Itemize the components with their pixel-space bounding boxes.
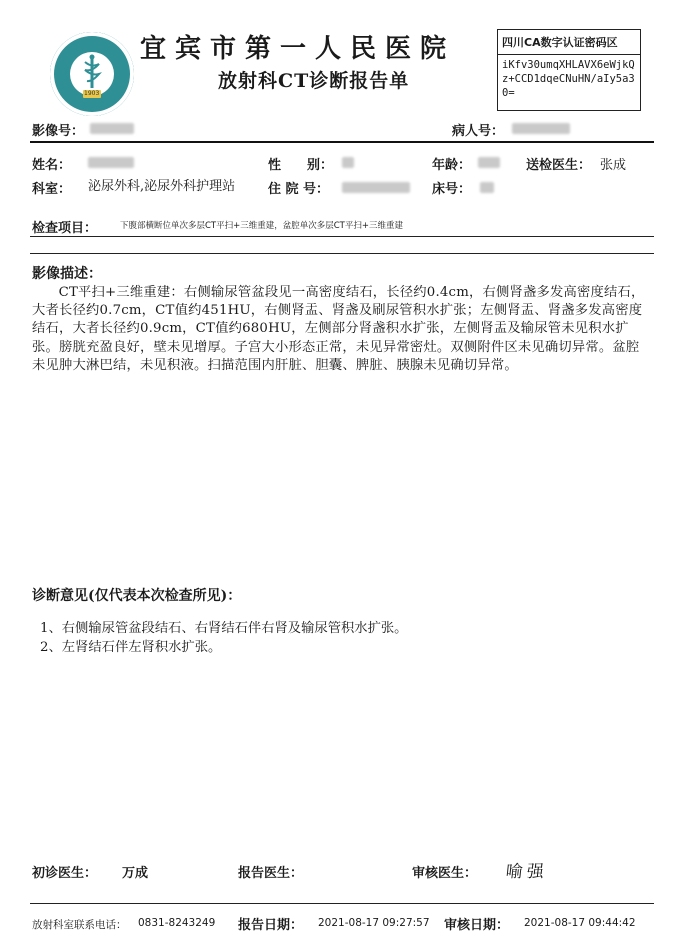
review-doctor-label: 审核医生：: [412, 866, 478, 881]
logo-year: 1903: [84, 90, 100, 97]
patient-no-label: 病人号：: [452, 124, 505, 139]
bed-no-label: 床号：: [432, 182, 472, 197]
referring-doctor-value: 张成: [600, 158, 627, 173]
ward-no-redacted: [342, 182, 410, 193]
hospital-name: 宜宾市第一人民医院: [140, 34, 456, 64]
initial-doctor-value: 万成: [122, 866, 149, 881]
phone-value: 0831-8243249: [138, 917, 216, 929]
department-value: 泌尿外科,泌尿外科护理站: [88, 179, 236, 194]
caduceus-icon: [77, 54, 107, 90]
ca-box-divider: [498, 54, 640, 55]
phone-label: 放射科室联系电话：: [32, 919, 127, 931]
findings-heading: 影像描述：: [32, 266, 102, 282]
sex-redacted: [342, 157, 354, 168]
report-doctor-label: 报告医生：: [238, 866, 304, 881]
image-no-redacted: [90, 123, 134, 134]
conclusion-item: 1、右侧输尿管盆段结石、右肾结石伴右肾及输尿管积水扩张。: [40, 621, 408, 636]
ca-signature-code: iKfv30umqXHLAVX6eWjkQz+CCD1dqeCNuHN/aIy5a30=: [502, 59, 635, 99]
exam-item-value: 下腹部横断位单次多层CT平扫+三维重建，盆腔单次多层CT平扫+三维重建: [120, 221, 404, 231]
divider-findings: [30, 253, 654, 254]
divider-top: [30, 141, 654, 143]
sex-label: 性 别：: [268, 158, 334, 173]
divider-footer: [30, 903, 654, 904]
report-date-label: 报告日期：: [238, 918, 304, 933]
initial-doctor-label: 初诊医生：: [32, 866, 98, 881]
referring-doctor-label: 送检医生：: [526, 158, 592, 173]
report-date-value: 2021-08-17 09:27:57: [318, 917, 430, 929]
review-doctor-signature: 喻强: [504, 862, 549, 882]
divider-exam: [30, 236, 654, 237]
review-date-label: 审核日期：: [444, 918, 510, 933]
ca-certificate-box: [497, 29, 641, 111]
department-label: 科室：: [32, 182, 72, 197]
name-label: 姓名：: [32, 158, 72, 173]
ca-box-title: 四川CA数字认证密码区: [502, 36, 618, 49]
conclusion-heading: 诊断意见(仅代表本次检查所见)：: [32, 588, 242, 604]
report-title: 放射科CT诊断报告单: [218, 70, 410, 92]
name-redacted: [88, 157, 134, 168]
age-label: 年龄：: [432, 158, 472, 173]
logo-year-badge: [83, 90, 101, 98]
patient-no-redacted: [512, 123, 570, 134]
bed-no-redacted: [480, 182, 494, 193]
age-redacted: [478, 157, 500, 168]
image-no-label: 影像号：: [32, 124, 85, 139]
findings-body: CT平扫+三维重建：右侧输尿管盆段见一高密度结石，长径约0.4cm，右侧肾盏多发高密度结石，大者长径约0.7cm，CT值约451HU，右侧肾盂、肾盏及刷尿管积水扩张；左侧肾盂、肾盏多发高密度结石，大者长径约0.9cm，CT值约680HU，左侧部分肾盏积水扩张，左侧肾盂及输尿管未见积水扩张。膀胱充盈良好，壁未见增厚。子宫大小形态正常，未见异常密灶。双侧附件区未见确切异常。盆腔未见肿大淋巴结，未见积液。扫描范围内肝脏、胆囊、脾脏、胰腺未见确切异常。: [32, 285, 645, 373]
conclusion-item: 2、左肾结石伴左肾积水扩张。: [40, 640, 222, 655]
ward-no-label: 住 院 号：: [268, 182, 330, 197]
hospital-logo: [50, 32, 134, 116]
exam-item-label: 检查项目：: [32, 221, 98, 236]
review-date-value: 2021-08-17 09:44:42: [524, 917, 636, 929]
